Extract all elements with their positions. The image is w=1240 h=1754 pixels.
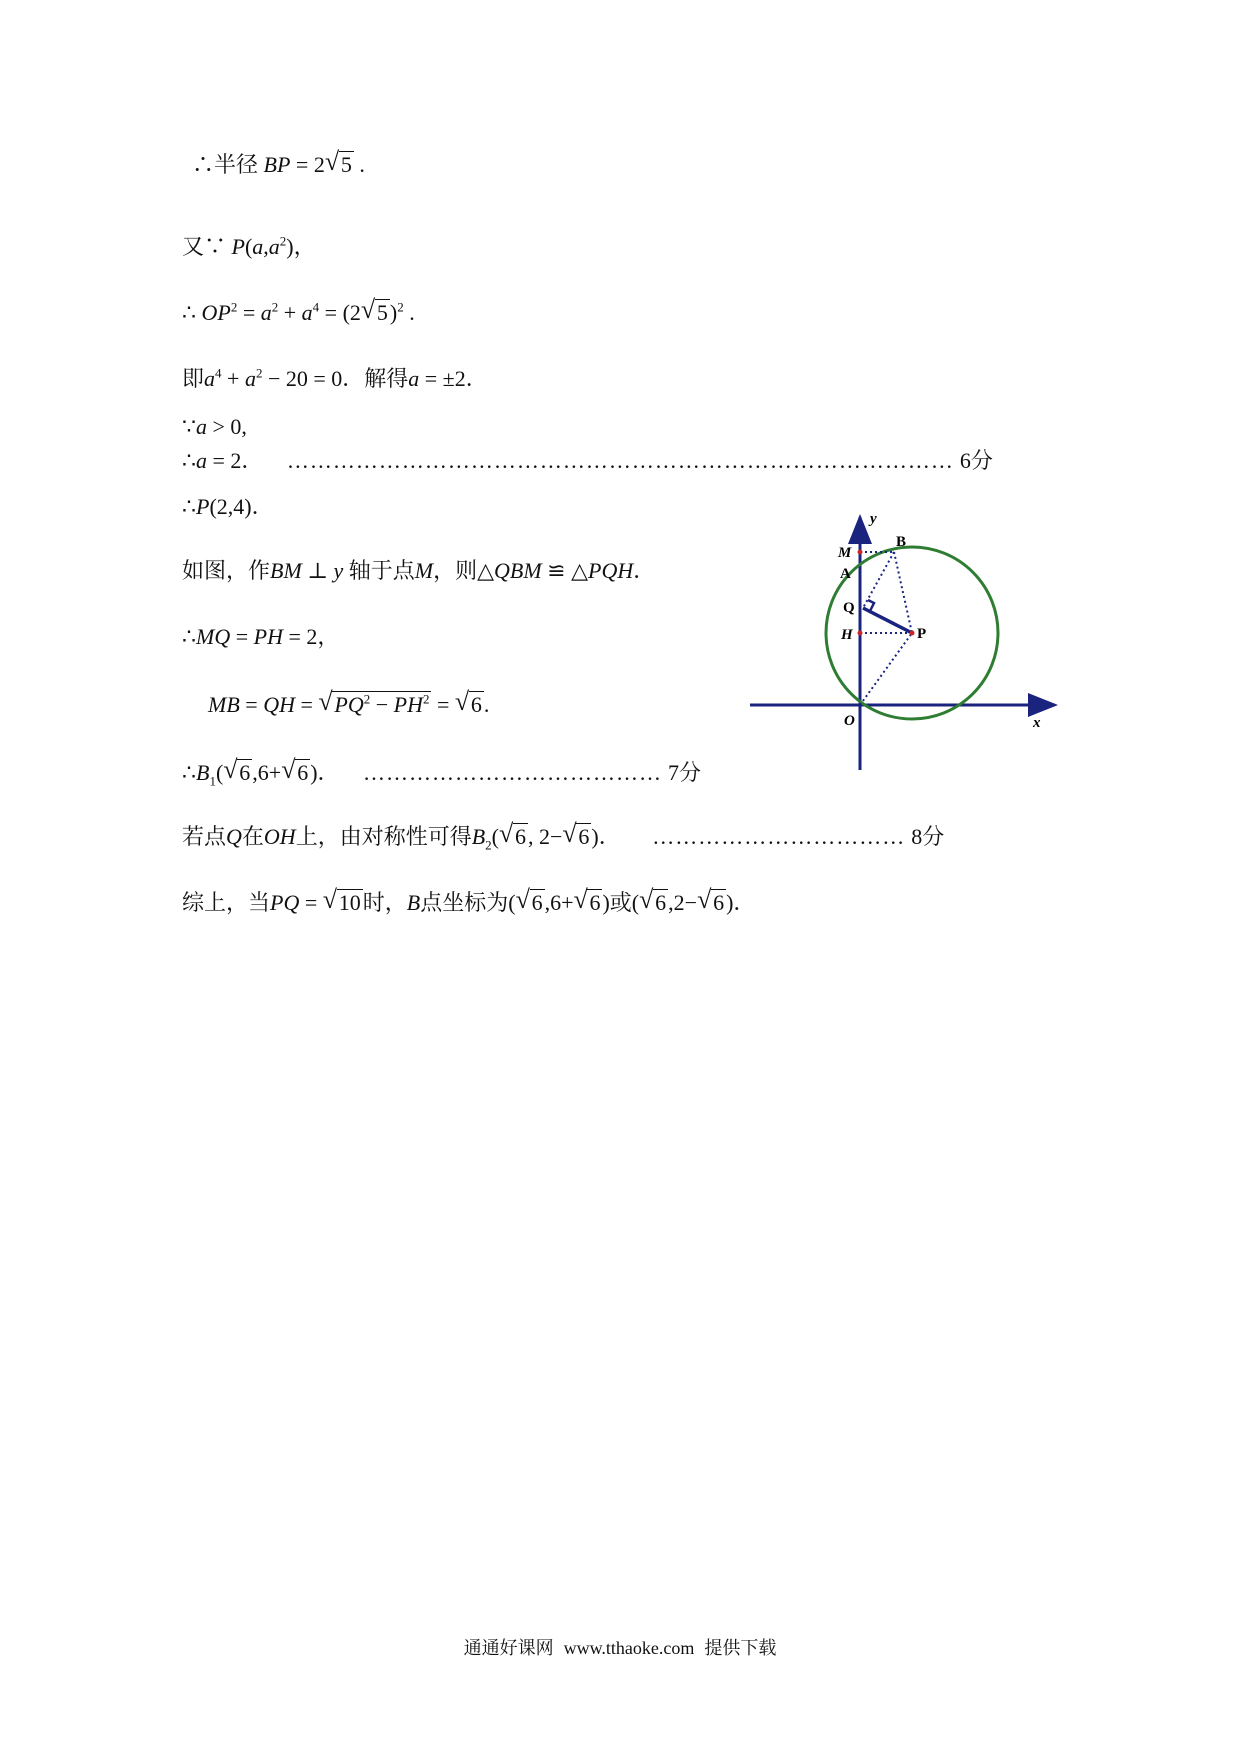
page-footer — [0, 1634, 1240, 1660]
line-conclusion: 综上，当PQ = √ 10时，B点坐标为(√ 6,6+√ 6)或(√ 6,2−√ 6)． — [182, 888, 755, 918]
label-m: M — [838, 545, 852, 561]
label-b: B — [896, 534, 907, 550]
label-h: H — [841, 627, 853, 643]
point-p — [910, 631, 915, 636]
line-construction: 如图，作BM ⊥ y 轴于点M，则△QBM ≌ △PQH． — [182, 558, 656, 583]
score-dots: …………………………………………………………………………… — [286, 448, 954, 473]
label-q: Q — [843, 600, 855, 616]
line-qp — [863, 608, 912, 633]
score-dots: …………………………… — [652, 824, 906, 849]
line-bp — [894, 552, 912, 633]
line-b1: $\therefore B_1(√$ 6,6+√ 6)． ………………………………… 7分 — [182, 758, 701, 788]
label-p: P — [917, 626, 927, 642]
line-p-coordinates: 又∵ $P(a,a^2)$， — [182, 233, 316, 259]
line-mq-ph: ∴MQ = PH = 2， — [182, 624, 340, 649]
line-a-positive: ∵a > 0, — [182, 414, 247, 439]
line-op — [860, 633, 912, 705]
line-solve-a: 即$a^4 + a^2 - 20 = 0$．解得a = ±2． — [182, 365, 488, 391]
geometry-figure — [750, 505, 1070, 775]
label-x: x — [1033, 715, 1041, 731]
point-h — [858, 631, 863, 636]
line-radius: ∴半径 BP = 2√ 5 . — [192, 150, 365, 180]
line-p-value: ∴P(2,4)． — [182, 494, 274, 519]
footer-suffix: 提供下载 — [704, 1638, 777, 1659]
line-op-squared: ∴ $OP^2 = a^2 + a^4 = (2√$ 5)$^2$ . — [182, 298, 415, 328]
score-label: 8分 — [911, 824, 945, 849]
line-mb-qh: MB = QH = √ $PQ^2 - PH^2$ = √ 6. — [208, 690, 489, 720]
score-dots: ………………………………… — [363, 760, 663, 785]
point-m — [858, 550, 863, 555]
score-label: 6分 — [959, 448, 993, 473]
line-a-equals-2: ∴a = 2． …………………………………………………………………………… 6分 — [182, 448, 993, 473]
label-a: A — [840, 566, 851, 582]
label-o: O — [844, 713, 855, 729]
footer-site: 通通好课网 — [463, 1638, 554, 1659]
footer-url: www.tthaoke.com — [563, 1638, 695, 1658]
line-b2: 若点Q在OH上，由对称性可得$B_2(√$ 6, 2−√ 6)． …………………………… 8分 — [182, 822, 944, 852]
score-label: 7分 — [668, 760, 702, 785]
label-y: y — [870, 511, 877, 527]
